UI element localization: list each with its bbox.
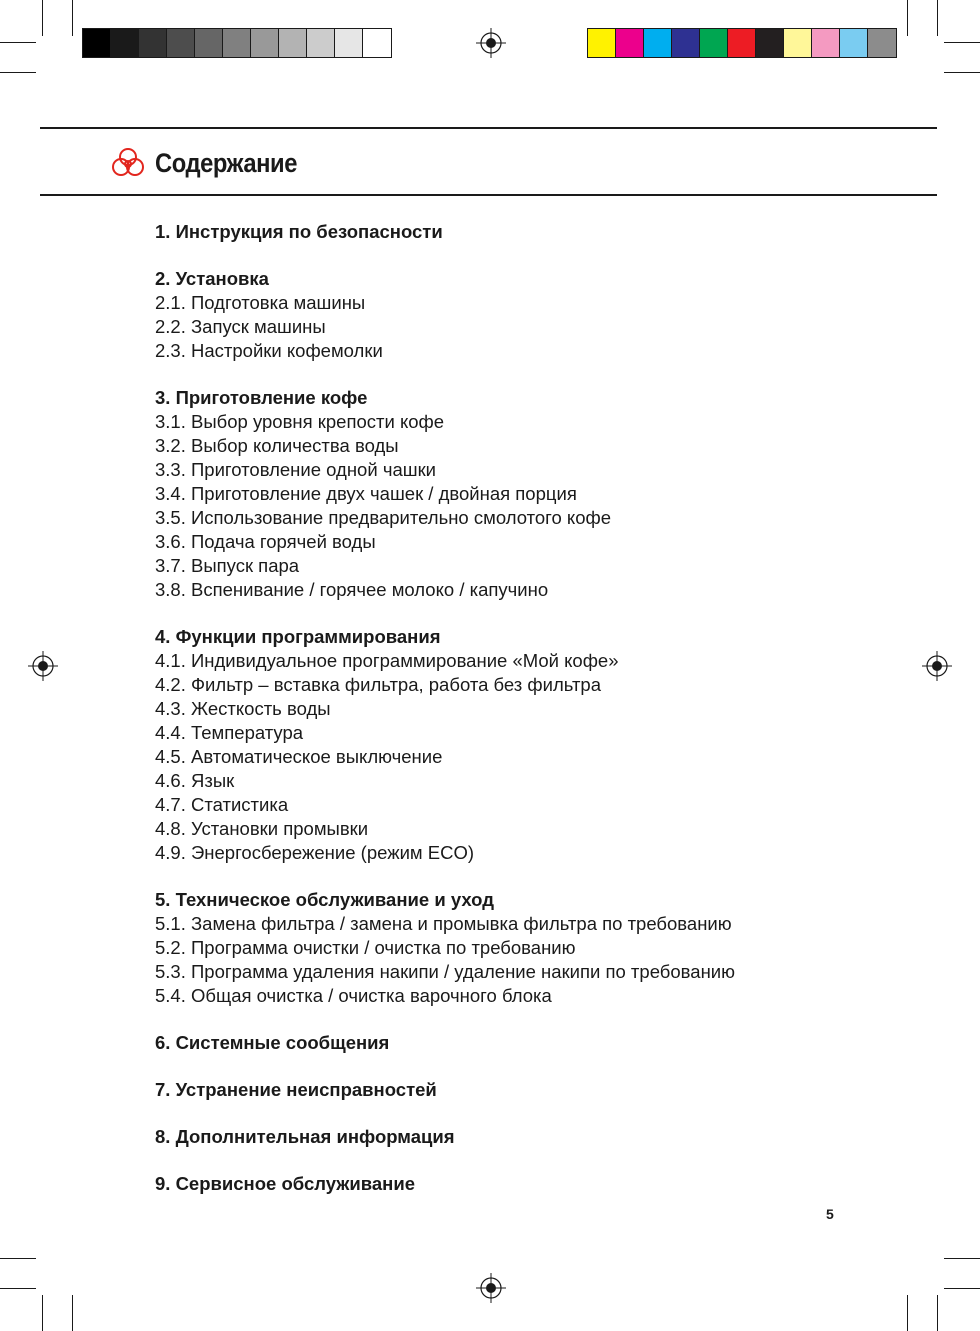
toc-item: 3.4. Приготовление двух чашек / двойная порция [155, 483, 577, 504]
toc-section [155, 220, 875, 244]
crop-mark [944, 42, 980, 43]
grayscale-swatch [279, 29, 307, 57]
process-swatch [616, 29, 644, 57]
registration-mark-icon [476, 28, 506, 58]
toc-item: 4.9. Энергосбережение (режим ECO) [155, 842, 475, 863]
header-bottom-rule [40, 194, 937, 196]
toc-section [155, 1078, 875, 1102]
process-swatch [812, 29, 840, 57]
toc-item: 5.4. Общая очистка / очистка варочного блока [155, 985, 552, 1006]
toc-item: 3.2. Выбор количества воды [155, 435, 399, 456]
toc-item: 5.3. Программа удаления накипи / удаление накипи по требованию [155, 961, 735, 982]
toc-item: 3.7. Выпуск пара [155, 555, 300, 576]
toc-section [155, 625, 875, 865]
crop-mark [0, 42, 36, 43]
toc-item: 4.6. Язык [155, 770, 235, 791]
toc-item: 4.4. Температура [155, 722, 304, 743]
registration-mark-icon [922, 651, 952, 681]
toc-item: 4.3. Жесткость воды [155, 698, 331, 719]
grayscale-swatch [167, 29, 195, 57]
header-top-rule [40, 127, 937, 129]
crop-mark [907, 1295, 908, 1331]
crop-mark [72, 1295, 73, 1331]
grayscale-swatch [139, 29, 167, 57]
toc-section-title: 6. Системные сообщения [155, 1032, 390, 1053]
crop-mark [907, 0, 908, 36]
process-swatch [644, 29, 672, 57]
crop-mark [944, 1258, 980, 1259]
process-swatch [868, 29, 896, 57]
toc-section-title: 7. Устранение неисправностей [155, 1079, 437, 1100]
grayscale-swatch [335, 29, 363, 57]
process-swatch [728, 29, 756, 57]
toc-item: 5.1. Замена фильтра / замена и промывка фильтра по требованию [155, 913, 732, 934]
grayscale-swatch [223, 29, 251, 57]
toc-section [155, 1125, 875, 1149]
crop-mark [42, 1295, 43, 1331]
toc-section-title: 4. Функции программирования [155, 626, 441, 647]
process-swatch [700, 29, 728, 57]
process-swatch [784, 29, 812, 57]
toc-item: 2.2. Запуск машины [155, 316, 326, 337]
grayscale-swatch [195, 29, 223, 57]
process-swatch [756, 29, 784, 57]
toc-section [155, 888, 875, 1008]
page-number: 5 [826, 1206, 834, 1222]
process-swatch [588, 29, 616, 57]
grayscale-swatch [83, 29, 111, 57]
toc-section-title: 2. Установка [155, 268, 269, 289]
toc-section-title: 8. Дополнительная информация [155, 1126, 455, 1147]
grayscale-swatch [251, 29, 279, 57]
grayscale-color-bar [82, 28, 392, 58]
toc-section [155, 1031, 875, 1055]
toc-item: 4.5. Автоматическое выключение [155, 746, 443, 767]
toc-item: 4.2. Фильтр – вставка фильтра, работа без фильтра [155, 674, 602, 695]
crop-mark [42, 0, 43, 36]
ornament-logo-icon [108, 144, 148, 184]
toc-item: 4.8. Установки промывки [155, 818, 369, 839]
toc-item: 3.1. Выбор уровня крепости кофе [155, 411, 445, 432]
toc-section-title: 5. Техническое обслуживание и уход [155, 889, 494, 910]
toc-section [155, 1172, 875, 1196]
toc-item: 3.6. Подача горячей воды [155, 531, 376, 552]
toc-item: 2.3. Настройки кофемолки [155, 340, 383, 361]
crop-mark [937, 0, 938, 36]
crop-mark [0, 72, 36, 73]
toc-section-title: 3. Приготовление кофе [155, 387, 368, 408]
toc-section-title: 1. Инструкция по безопасности [155, 221, 443, 242]
page-title: Содержание [155, 148, 297, 178]
grayscale-swatch [111, 29, 139, 57]
crop-mark [944, 1288, 980, 1289]
toc-item: 3.8. Вспенивание / горячее молоко / капучино [155, 579, 549, 600]
grayscale-swatch [363, 29, 391, 57]
crop-mark [0, 1258, 36, 1259]
toc-section-title: 9. Сервисное обслуживание [155, 1173, 415, 1194]
process-swatch [840, 29, 868, 57]
crop-mark [0, 1288, 36, 1289]
toc-section [155, 386, 875, 602]
crop-mark [944, 72, 980, 73]
registration-mark-icon [476, 1273, 506, 1303]
crop-mark [72, 0, 73, 36]
toc-item: 3.5. Использование предварительно смолотого кофе [155, 507, 612, 528]
toc-item: 4.7. Статистика [155, 794, 289, 815]
registration-mark-icon [28, 651, 58, 681]
table-of-contents [155, 220, 875, 1219]
toc-item: 2.1. Подготовка машины [155, 292, 366, 313]
process-color-bar [587, 28, 897, 58]
crop-mark [937, 1295, 938, 1331]
toc-item: 5.2. Программа очистки / очистка по требованию [155, 937, 576, 958]
toc-section [155, 267, 875, 363]
toc-item: 3.3. Приготовление одной чашки [155, 459, 437, 480]
toc-item: 4.1. Индивидуальное программирование «Мой кофе» [155, 650, 619, 671]
process-swatch [672, 29, 700, 57]
grayscale-swatch [307, 29, 335, 57]
